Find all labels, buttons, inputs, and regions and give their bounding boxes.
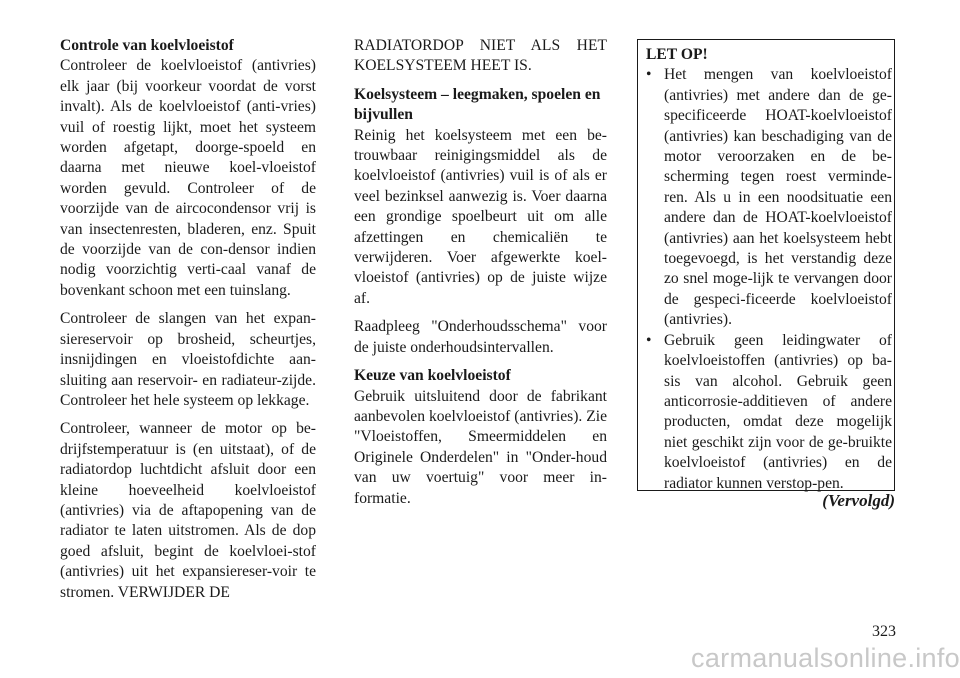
paragraph-continuation: RADIATORDOP NIET ALS HET KOELSYSTEEM HEET IS.	[354, 37, 607, 75]
paragraph: Raadpleeg "Onderhoudsschema" voor de juiste onderhoudsintervallen.	[354, 318, 607, 356]
watermark: carmanualsonline.info	[691, 643, 960, 673]
section-heading-coolant-check: Controle van koelvloeistof	[60, 37, 234, 54]
bullet-icon: •	[646, 331, 652, 349]
paragraph: Gebruik uitsluitend door de fabrikant aanbevolen koelvloeistof (antivries). Zie "Vloeistoffen, Smeermiddelen en Originele Onderdelen" in "Onder-houd van uw voertuig" voor meer in-formatie.	[354, 387, 607, 507]
warning-item-text: Het mengen van koelvloeistof (antivries) met andere dan de ge-specificeerde HOAT-koelvloeistof (antivries) kan beschadiging van de motor veroorzaken en de be-scherming tegen roest verminde-ren. Als u in een noodsituatie een andere dan de HOAT-koelvloeistof (antivries) aan het koelsysteem hebt toegevoegd, is het verstandig deze zo snel moge-lijk te vervangen door de gespeci-ficeerde koelvloeistof (antivries).	[664, 66, 892, 329]
section-heading-coolant-choice: Keuze van koelvloeistof	[354, 367, 511, 385]
warning-title: LET OP!	[646, 46, 708, 63]
warning-item	[646, 331, 892, 494]
section-heading-flush: Koelsysteem – leegmaken, spoelen en bijvullen	[354, 85, 601, 124]
paragraph: Controleer de koelvloeistof (antivries) elk jaar (bij voorkeur voordat de vorst invalt). Als de koelvloeistof (anti-vries) vuil of roestig lijkt, moet het systeem worden afgetapt, doorge-spoeld en daarna met nieuwe koel-vloeistof worden gevuld. Controleer of de voorzijde van de aircocondensor vrij is van insectenresten, bladeren, enz. Spuit de voorzijde van de con-densor indien nodig voorzichtig verti-caal vanaf de bovenkant schoon met een tuinslang.	[60, 57, 316, 299]
column-2	[354, 36, 607, 517]
paragraph: Reinig het koelsysteem met een be-trouwbaar reinigingsmiddel als de koelvloeistof (antivries) vuil is of als er veel bezinksel aanwezig is. Voer daarna een grondige spoelbeurt uit om alle afzettingen en chemicaliën te verwijderen. Voer afgewerkte koel-vloeistof (antivries) op de juiste wijze af.	[354, 126, 607, 307]
column-1	[60, 36, 316, 603]
paragraph: Controleer de slangen van het expan-siereservoir op brosheid, scheurtjes, insnijdingen en vloeistofdichte aan-sluiting aan reservoir- en radiateur-zijde. Controleer het hele systeem op lekkage.	[60, 310, 316, 409]
continued-label: (Vervolgd)	[822, 491, 895, 510]
warning-item-text: Gebruik geen leidingwater of koelvloeistoffen (antivries) op ba-sis van alcohol. Gebruik geen anticorrosie-additieven of andere producten, omdat deze mogelijk niet geschikt zijn voor de ge-bruikte koelvloeistof (antivries) en de radiator kunnen verstop-pen.	[664, 331, 892, 492]
warning-list	[646, 65, 892, 494]
warning-item	[646, 65, 892, 330]
paragraph: Controleer, wanneer de motor op be-drijfstemperatuur is (en uitstaat), of de radiatordop luchtdicht afsluit door een kleine hoeveelheid koelvloeistof (antivries) via de aftapopening van de radiator te laten uitstromen. Als de dop goed afsluit, begint de koelvloei-stof (antivries) uit het expansiereser-voir te stromen. VERWIJDER DE	[60, 420, 316, 601]
bullet-icon: •	[646, 66, 652, 84]
warning-box	[637, 39, 895, 491]
page-number: 323	[872, 623, 896, 640]
